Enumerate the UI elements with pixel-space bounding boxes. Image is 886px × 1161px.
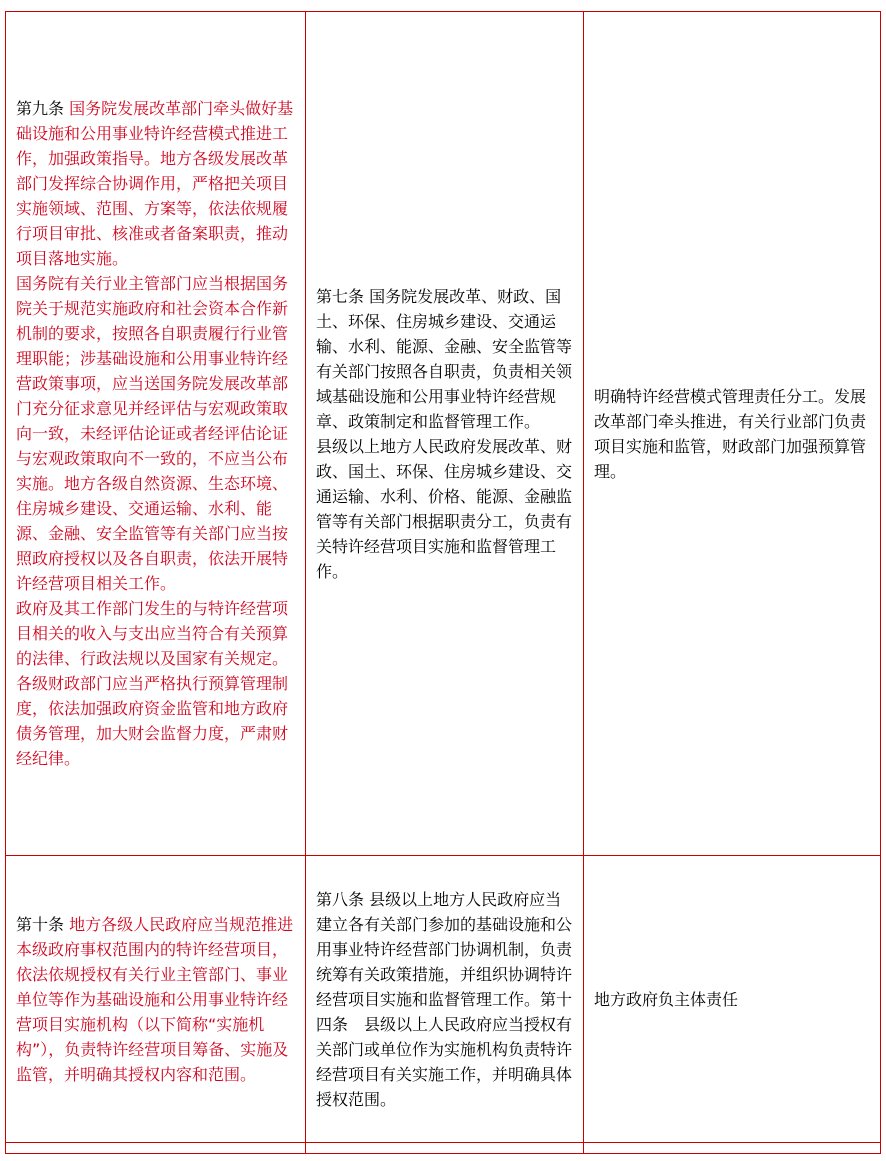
- note-cell: [584, 12, 881, 856]
- note-text: 地方政府负主体责任: [594, 989, 739, 1009]
- note-text: 明确特许经营模式管理责任分工。发展改革部门牵头推进，有关行业部门负责项目实施和监管，财政部门加强预算管理。: [594, 386, 867, 481]
- empty-cell: [306, 1143, 584, 1154]
- comparison-table-frame: [5, 11, 879, 1161]
- comparison-table: [5, 11, 881, 1154]
- table-row: [6, 12, 881, 856]
- article-number: 第九条: [16, 99, 65, 118]
- empty-cell: [584, 1143, 881, 1154]
- old-regulation-cell: [306, 856, 584, 1143]
- note-cell: [584, 856, 881, 1143]
- cell-paragraph: [16, 96, 295, 271]
- cell-paragraph: 第八条 县级以上地方人民政府应当建立各有关部门参加的基础设施和公用事业特许经营部门协调机制，负责统筹有关政策措施，并组织协调特许经营项目实施和监督管理工作。第十四条 县级以上人民政府应当授权有关部门或单位作为实施机构负责特许经营项目有关实施工作，并明确具体授权范围。: [316, 889, 573, 1109]
- article-number: 第十条: [16, 914, 65, 934]
- new-regulation-cell: [6, 12, 306, 856]
- cell-paragraph: 第七条 国务院发展改革、财政、国土、环保、住房城乡建设、交通运输、水利、能源、金融、安全监管等有关部门按照各自职责，负责相关领域基础设施和公用事业特许经营规章、政策制定和监督管理工作。: [316, 286, 573, 431]
- table-row: [6, 856, 881, 1143]
- revised-text: 国务院有关行业主管部门应当根据国务院关于规范实施政府和社会资本合作新机制的要求，按照各自职责履行行业管理职能；涉基础设施和公用事业特许经营政策事项，应当送国务院发展改革部门充分征求意见并经评估与宏观政策取向一致，未经评估论证或者经评估论证与宏观政策取向不一致的，不应当公布实施。地方各级自然资源、生态环境、住房城乡建设、交通运输、水利、能源、金融、安全监管等有关部门应当按照政府授权以及各自职责，依法开展特许经营项目相关工作。: [16, 274, 289, 593]
- cell-paragraph: [16, 912, 295, 1087]
- revised-text: 地方各级人民政府应当规范推进本级政府事权范围内的特许经营项目，依法依规授权有关行业主管部门、事业单位等作为基础设施和公用事业特许经营项目实施机构（以下简称“实施机构”），负责特许经营项目筹备、实施及监管，并明确其授权内容和范围。: [16, 914, 294, 1084]
- table-row: [6, 1143, 881, 1154]
- cell-paragraph: 县级以上地方人民政府发展改革、财政、国土、环保、住房城乡建设、交通运输、水利、价格、能源、金融监管等有关部门根据职责分工，负责有关特许经营项目实施和监督管理工作。: [316, 436, 573, 581]
- revised-text: 政府及其工作部门发生的与特许经营项目相关的收入与支出应当符合有关预算的法律、行政法规以及国家有关规定。各级财政部门应当严格执行预算管理制度，依法加强政府资金监管和地方政府债务管理，加大财会监督力度，严肃财经纪律。: [16, 599, 289, 768]
- revised-text: 国务院发展改革部门牵头做好基础设施和公用事业特许经营模式推进工作，加强政策指导。地方各级发展改革部门发挥综合协调作用，严格把关项目实施领域、范围、方案等，依法依规履行项目审批、核准或者备案职责，推动项目落地实施。: [16, 99, 294, 268]
- old-regulation-cell: [306, 12, 584, 856]
- empty-cell: [6, 1143, 306, 1154]
- new-regulation-cell: [6, 856, 306, 1143]
